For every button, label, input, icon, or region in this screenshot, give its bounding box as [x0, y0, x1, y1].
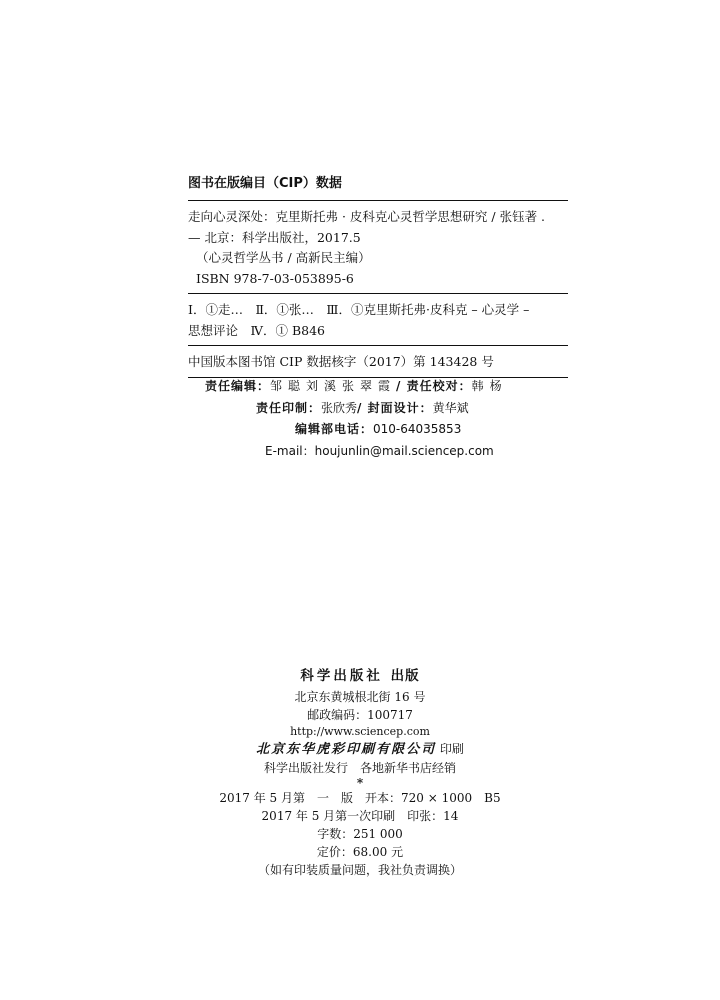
cip-line-series: （心灵哲学丛书 / 高新民主编）: [196, 250, 371, 265]
editor-label: 责任编辑：: [205, 379, 271, 393]
publisher-suffix: 出版: [390, 668, 420, 684]
publication-info: [0, 664, 720, 879]
publisher-address: 北京东黄城根北街 16 号: [294, 690, 426, 704]
cip-line-isbn: ISBN 978-7-03-053895-6: [196, 270, 354, 286]
proof-name: 韩杨: [471, 379, 508, 393]
cip-data-block: [188, 174, 568, 378]
printer-suffix: 印刷: [439, 742, 464, 756]
email-address: houjunlin@mail.sciencep.com: [314, 443, 494, 458]
cip-number-block: [188, 346, 568, 377]
phone-number: 010-64035853: [373, 422, 462, 436]
cover-label: / 封面设计：: [357, 400, 433, 415]
print-label: 责任印制：: [256, 400, 322, 415]
editor-names: 邹聪刘溪张翠霞: [270, 379, 397, 393]
website: http://www.sciencep.com: [290, 725, 430, 738]
credits-print-line: [0, 398, 720, 420]
postcode: 邮政编码：100717: [307, 708, 413, 722]
cip-classification-line: Ⅰ．①走… Ⅱ．①张… Ⅲ．①克里斯托弗·皮科克 – 心灵学 –: [188, 302, 530, 317]
credits-editor-line: [0, 376, 720, 398]
printer-name: 北京东华虎彩印刷有限公司: [256, 742, 437, 757]
credits-phone-line: [0, 419, 720, 441]
credits-email-line: [0, 441, 720, 463]
cip-title: 图书在版编目（CIP）数据: [188, 176, 342, 191]
cip-line-title-author: 走向心灵深处：克里斯托弗 · 皮科克心灵哲学思想研究 / 张钰著 .: [188, 209, 546, 224]
quality-notice: （如有印装质量问题，我社负责调换）: [257, 863, 462, 877]
price: 定价：68.00 元: [316, 845, 404, 859]
cip-number: 中国版本图书馆 CIP 数据核字（2017）第 143428 号: [188, 354, 494, 369]
print-name: 张欣秀: [321, 400, 358, 415]
distribution: 科学出版社发行 各地新华书店经销: [263, 761, 456, 775]
printing-info: 2017 年 5 月第一次印刷 印张：14: [261, 809, 459, 823]
phone-label: 编辑部电话：: [295, 422, 374, 436]
word-count: 字数：251 000: [317, 827, 403, 841]
printer-line: [0, 740, 720, 759]
cip-bibliographic-entry: [188, 201, 568, 293]
cip-classification: [188, 294, 568, 345]
separator-star: *: [356, 776, 364, 790]
edition-info: 2017 年 5 月第 一 版 开本：720 × 1000 B5: [219, 791, 501, 805]
cip-line-publisher: — 北京：科学出版社，2017.5: [188, 229, 361, 245]
publisher-name: 科学出版社: [300, 668, 383, 684]
email-label: E-mail：: [265, 443, 315, 458]
credits-block: [0, 376, 720, 462]
cover-name: 黄华斌: [432, 400, 469, 415]
cip-classification-line: 思想评论 Ⅳ．① B846: [188, 322, 326, 338]
proof-label: / 责任校对：: [396, 379, 472, 393]
publisher-line: [0, 664, 720, 688]
